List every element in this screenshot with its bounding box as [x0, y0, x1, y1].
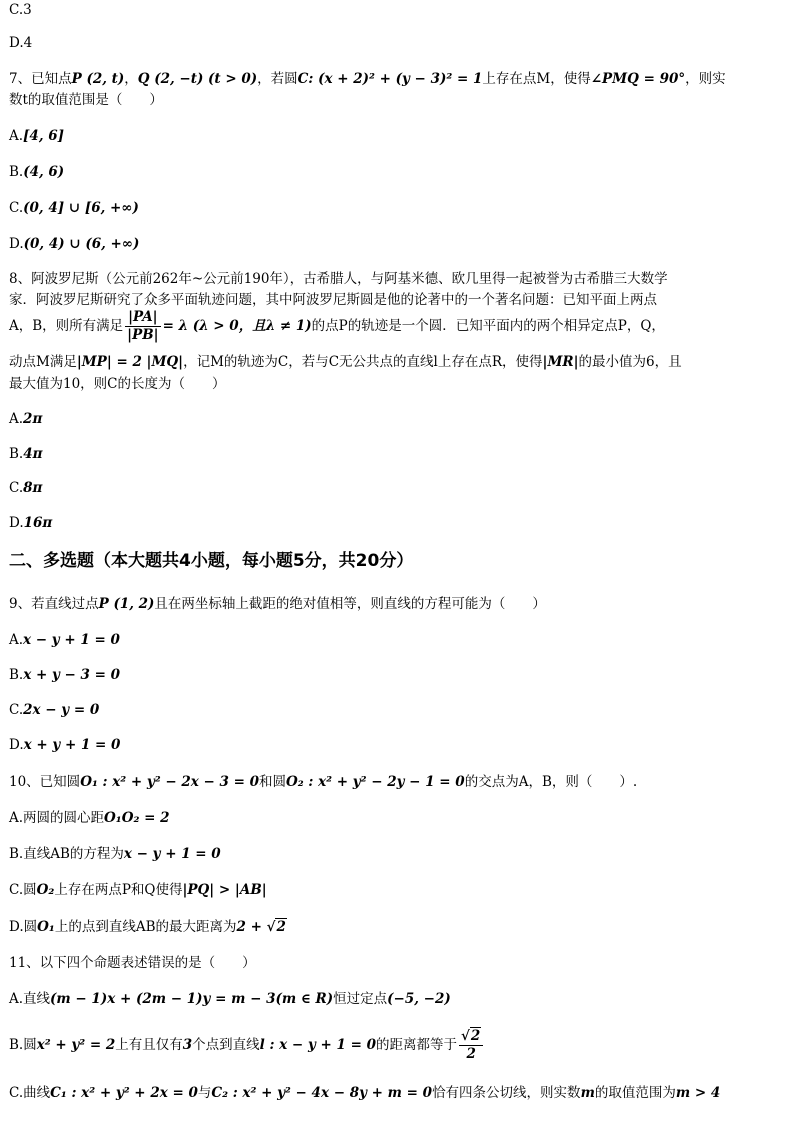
q8-option-a: A.2π: [9, 411, 43, 427]
q11-option-b: B.圆x² + y² = 2上有且仅有3个点到直线l : x − y + 1 = 0的距离都等于 $\frac{√2}{2}$: [9, 1026, 485, 1064]
q8-stem-line5: 最大值为10，则C的长度为（ ）: [9, 376, 226, 392]
q10-option-c: C.圆O₂上存在两点P和Q使得|PQ| > |AB|: [9, 882, 267, 898]
q10-stem: 10、已知圆O₁ : x² + y² − 2x − 3 = 0和圆O₂ : x² + y² − 2y − 1 = 0的交点为A，B，则（ ）.: [9, 774, 638, 790]
q8-stem-line3: A，B，则所有满足 $\frac{|PA|}{|PB|}$ = λ (λ > 0，且λ ≠ 1)的点P的轨迹是一个圆．已知平面内的两个相异定点P，Q，: [9, 309, 665, 343]
q7-option-d: D.(0, 4) ∪ (6, +∞): [9, 236, 140, 252]
q7-option-c: C.(0, 4] ∪ [6, +∞): [9, 200, 139, 216]
q9-option-a: A.x − y + 1 = 0: [9, 632, 120, 648]
q8-option-c: C.8π: [9, 480, 43, 496]
q7-stem-line2: 数t的取值范围是（ ）: [9, 92, 163, 108]
q7-option-a: A.[4, 6]: [9, 128, 65, 144]
sqrt2-over-2-fraction: $\frac{√2}{2}$: [459, 1028, 483, 1063]
q11-option-a: A.直线(m − 1)x + (2m − 1)y = m − 3(m ∈ R)恒过定点(−5, −2): [9, 991, 451, 1007]
ratio-fraction: $\frac{|PA|}{|PB|}$: [127, 309, 159, 343]
q9-option-c: C.2x − y = 0: [9, 702, 100, 718]
q7-option-b: B.(4, 6): [9, 164, 65, 180]
q10-option-b: B.直线AB的方程为x − y + 1 = 0: [9, 846, 221, 862]
q10-option-d: D.圆O₁上的点到直线AB的最大距离为2 + √2: [9, 919, 286, 935]
section-title-multiple-choice: 二、多选题（本大题共4小题，每小题5分，共20分）: [9, 551, 414, 571]
q8-option-d: D.16π: [9, 515, 53, 531]
option-c-prev: C.3: [9, 2, 32, 18]
q8-stem-line2: 家．阿波罗尼斯研究了众多平面轨迹问题，其中阿波罗尼斯圆是他的论著中的一个著名问题：已知平面上两点: [9, 292, 657, 308]
q8-stem-line1: 8、阿波罗尼斯（公元前262年~公元前190年），古希腊人，与阿基米德、欧几里得一起被誉为古希腊三大数学: [9, 271, 668, 287]
q9-stem: 9、若直线过点P (1, 2)且在两坐标轴上截距的绝对值相等，则直线的方程可能为（ ）: [9, 596, 546, 612]
q9-option-b: B.x + y − 3 = 0: [9, 667, 121, 683]
q11-option-c: C.曲线C₁ : x² + y² + 2x = 0与C₂ : x² + y² − 4x − 8y + m = 0恰有四条公切线，则实数m的取值范围为m > 4: [9, 1085, 721, 1101]
q9-option-d: D.x + y + 1 = 0: [9, 737, 121, 753]
q11-stem: 11、以下四个命题表述错误的是（ ）: [9, 955, 256, 971]
q8-stem-line4: 动点M满足|MP| = 2 |MQ|，记M的轨迹为C，若与C无公共点的直线l上存在点R，使得|MR|的最小值为6，且: [9, 354, 682, 370]
q7-stem-line1: 7、已知点P (2, t)，Q (2, −t) (t > 0)，若圆C: (x + 2)² + (y − 3)² = 1上存在点M，使得∠PMQ = 90°，则实: [9, 71, 726, 87]
q8-option-b: B.4π: [9, 446, 43, 462]
option-d-prev: D.4: [9, 35, 33, 51]
q10-option-a: A.两圆的圆心距O₁O₂ = 2: [9, 810, 170, 826]
